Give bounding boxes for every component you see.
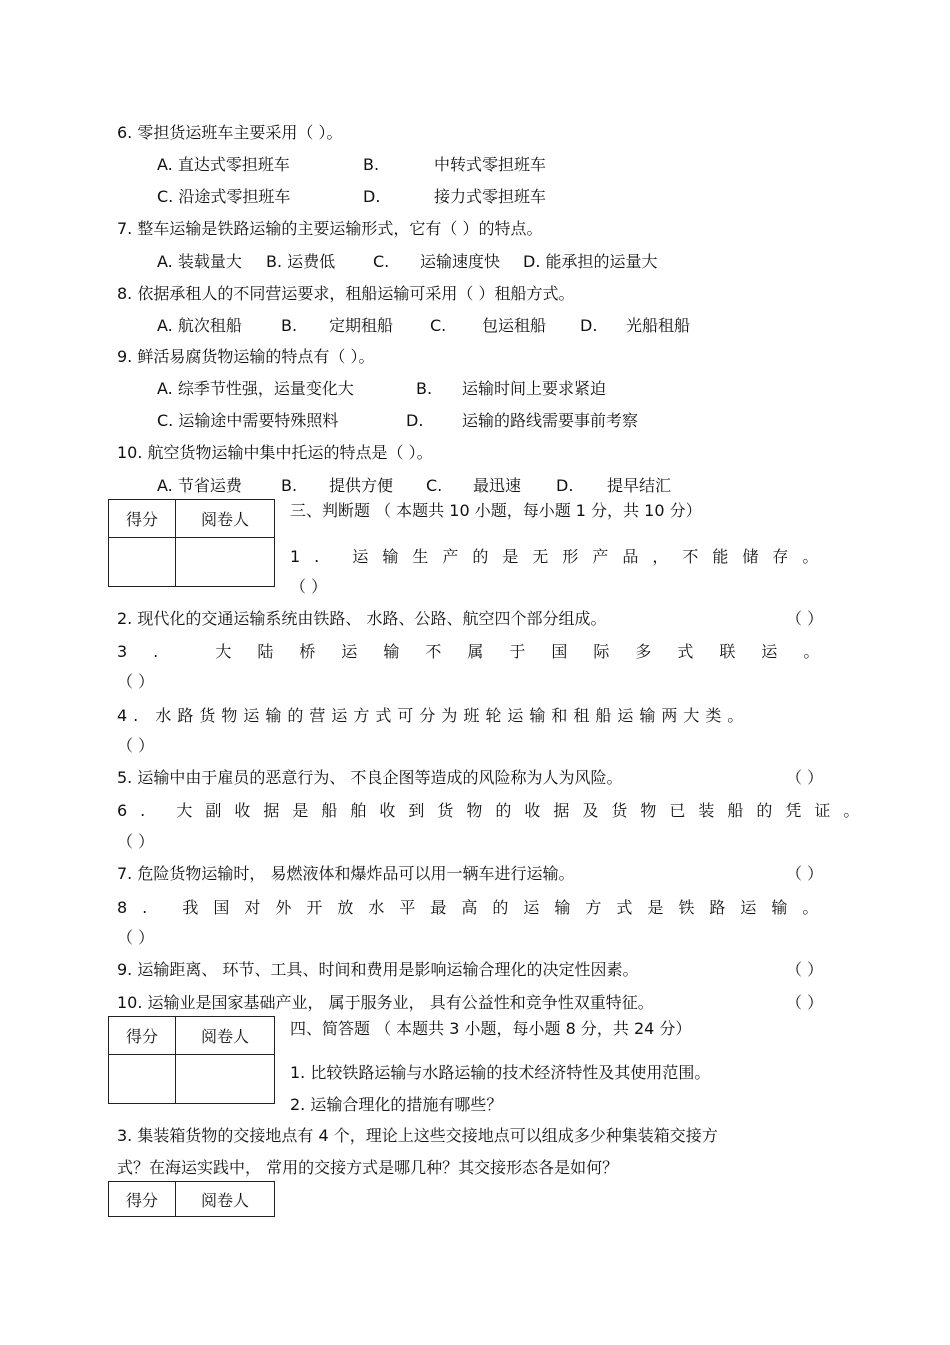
tf-q8: 8. 我国对外开放水平最高的运输方式是铁路运输。 [117,898,834,917]
q8-option-a: A. 航次租船 [157,316,242,335]
reviewer-label: 阅卷人 [176,1017,275,1055]
q7-option-a: A. 装载量大 [157,252,242,271]
q6-option-d-text: 接力式零担班车 [434,187,547,206]
tf-q10: 10. 运输业是国家基础产业， 属于服务业， 具有公益性和竞争性双重特征。 [117,993,654,1012]
score-label: 得分 [109,500,176,538]
sa-q3-line1: 3. 集装箱货物的交接地点有 4 个，理论上这些交接地点可以组成多少种集装箱交接方 [117,1126,718,1145]
tf-q4: 4. 水路货物运输的营运方式可分为班轮运输和租船运输两大类。 [117,706,750,725]
tf-q10-paren: （ ） [786,993,824,1012]
q9-option-b-label: B. [416,379,433,398]
tf-q1: 1. 运输生产的是无形产品，不能储存。 [290,547,833,566]
score-box-1 [108,499,275,587]
score-box-2 [108,1016,275,1104]
q8-option-b-text: 定期租船 [329,316,394,335]
sa-q1: 1. 比较铁路运输与水路运输的技术经济特性及其使用范围。 [290,1063,711,1082]
q8-option-c-label: C. [430,316,447,335]
sa-q3-line2: 式？在海运实践中， 常用的交接方式是哪几种？其交接形态各是如何？ [117,1158,619,1177]
tf-q4-paren: （ ） [117,736,155,755]
tf-q8-paren: （ ） [117,928,155,947]
question-10-stem: 10. 航空货物运输中集中托运的特点是（ ）。 [117,443,433,462]
q6-option-c: C. 沿途式零担班车 [157,187,291,206]
tf-q6: 6. 大副收据是船舶收到货物的收据及货物已装船的凭证。 [117,801,873,820]
reviewer-cell[interactable] [176,1055,275,1104]
q8-option-d-label: D. [580,316,598,335]
q7-option-b: B. 运费低 [266,252,336,271]
q9-option-a: A. 综季节性强，运量变化大 [157,379,354,398]
sa-q2: 2. 运输合理化的措施有哪些？ [290,1095,503,1114]
tf-q2-paren: （ ） [786,609,824,628]
q10-option-b-text: 提供方便 [329,476,394,495]
tf-q9: 9. 运输距离、 环节、工具、时间和费用是影响运输合理化的决定性因素。 [117,960,639,979]
q7-option-d: D. 能承担的运量大 [523,252,658,271]
score-box-3 [108,1181,275,1217]
q9-option-b-text: 运输时间上要求紧迫 [462,379,607,398]
question-6-stem: 6. 零担货运班车主要采用（ ）。 [117,123,343,142]
tf-q6-paren: （ ） [117,832,155,851]
tf-q9-paren: （ ） [786,960,824,979]
reviewer-label: 阅卷人 [176,500,275,538]
reviewer-cell[interactable] [176,538,275,587]
score-cell[interactable] [109,1055,176,1104]
q10-option-d-text: 提早结汇 [607,476,672,495]
q10-option-d-label: D. [556,476,574,495]
tf-q2: 2. 现代化的交通运输系统由铁路、 水路、公路、航空四个部分组成。 [117,609,607,628]
q9-option-c: C. 运输途中需要特殊照料 [157,411,339,430]
reviewer-label: 阅卷人 [176,1182,275,1217]
q10-option-c-text: 最迅速 [473,476,522,495]
score-label: 得分 [109,1182,176,1217]
tf-q7: 7. 危险货物运输时， 易燃液体和爆炸品可以用一辆车进行运输。 [117,864,575,883]
q9-option-d-label: D. [406,411,424,430]
tf-q3: 3. 大陆桥运输不属于国际多式联运。 [117,642,846,661]
q9-option-d-text: 运输的路线需要事前考察 [462,411,639,430]
tf-q5-paren: （ ） [786,768,824,787]
score-label: 得分 [109,1017,176,1055]
tf-q1-paren: （ ） [290,577,328,596]
question-9-stem: 9. 鲜活易腐货物运输的特点有（ ）。 [117,347,375,366]
q8-option-d-text: 光船租船 [626,316,691,335]
q8-option-b-label: B. [281,316,298,335]
q8-option-c-text: 包运租船 [482,316,547,335]
tf-q7-paren: （ ） [786,864,824,883]
q6-option-b-text: 中转式零担班车 [434,155,547,174]
q6-option-b-label: B. [363,155,380,174]
q10-option-b-label: B. [281,476,298,495]
question-7-stem: 7. 整车运输是铁路运输的主要运输形式，它有（ ）的特点。 [117,219,543,238]
q7-option-c-text: 运输速度快 [420,252,501,271]
tf-q5: 5. 运输中由于雇员的恶意行为、 不良企图等造成的风险称为人为风险。 [117,768,623,787]
score-cell[interactable] [109,538,176,587]
q6-option-d-label: D. [363,187,381,206]
q7-option-c-label: C. [373,252,390,271]
tf-section-header: 三、判断题 （ 本题共 10 小题，每小题 1 分，共 10 分） [290,501,702,520]
question-8-stem: 8. 依据承租人的不同营运要求，租船运输可采用（ ）租船方式。 [117,284,575,303]
sa-section-header: 四、简答题 （ 本题共 3 小题，每小题 8 分，共 24 分） [290,1019,692,1038]
q6-option-a: A. 直达式零担班车 [157,155,290,174]
q10-option-a: A. 节省运费 [157,476,242,495]
tf-q3-paren: （ ） [117,672,155,691]
q10-option-c-label: C. [426,476,443,495]
